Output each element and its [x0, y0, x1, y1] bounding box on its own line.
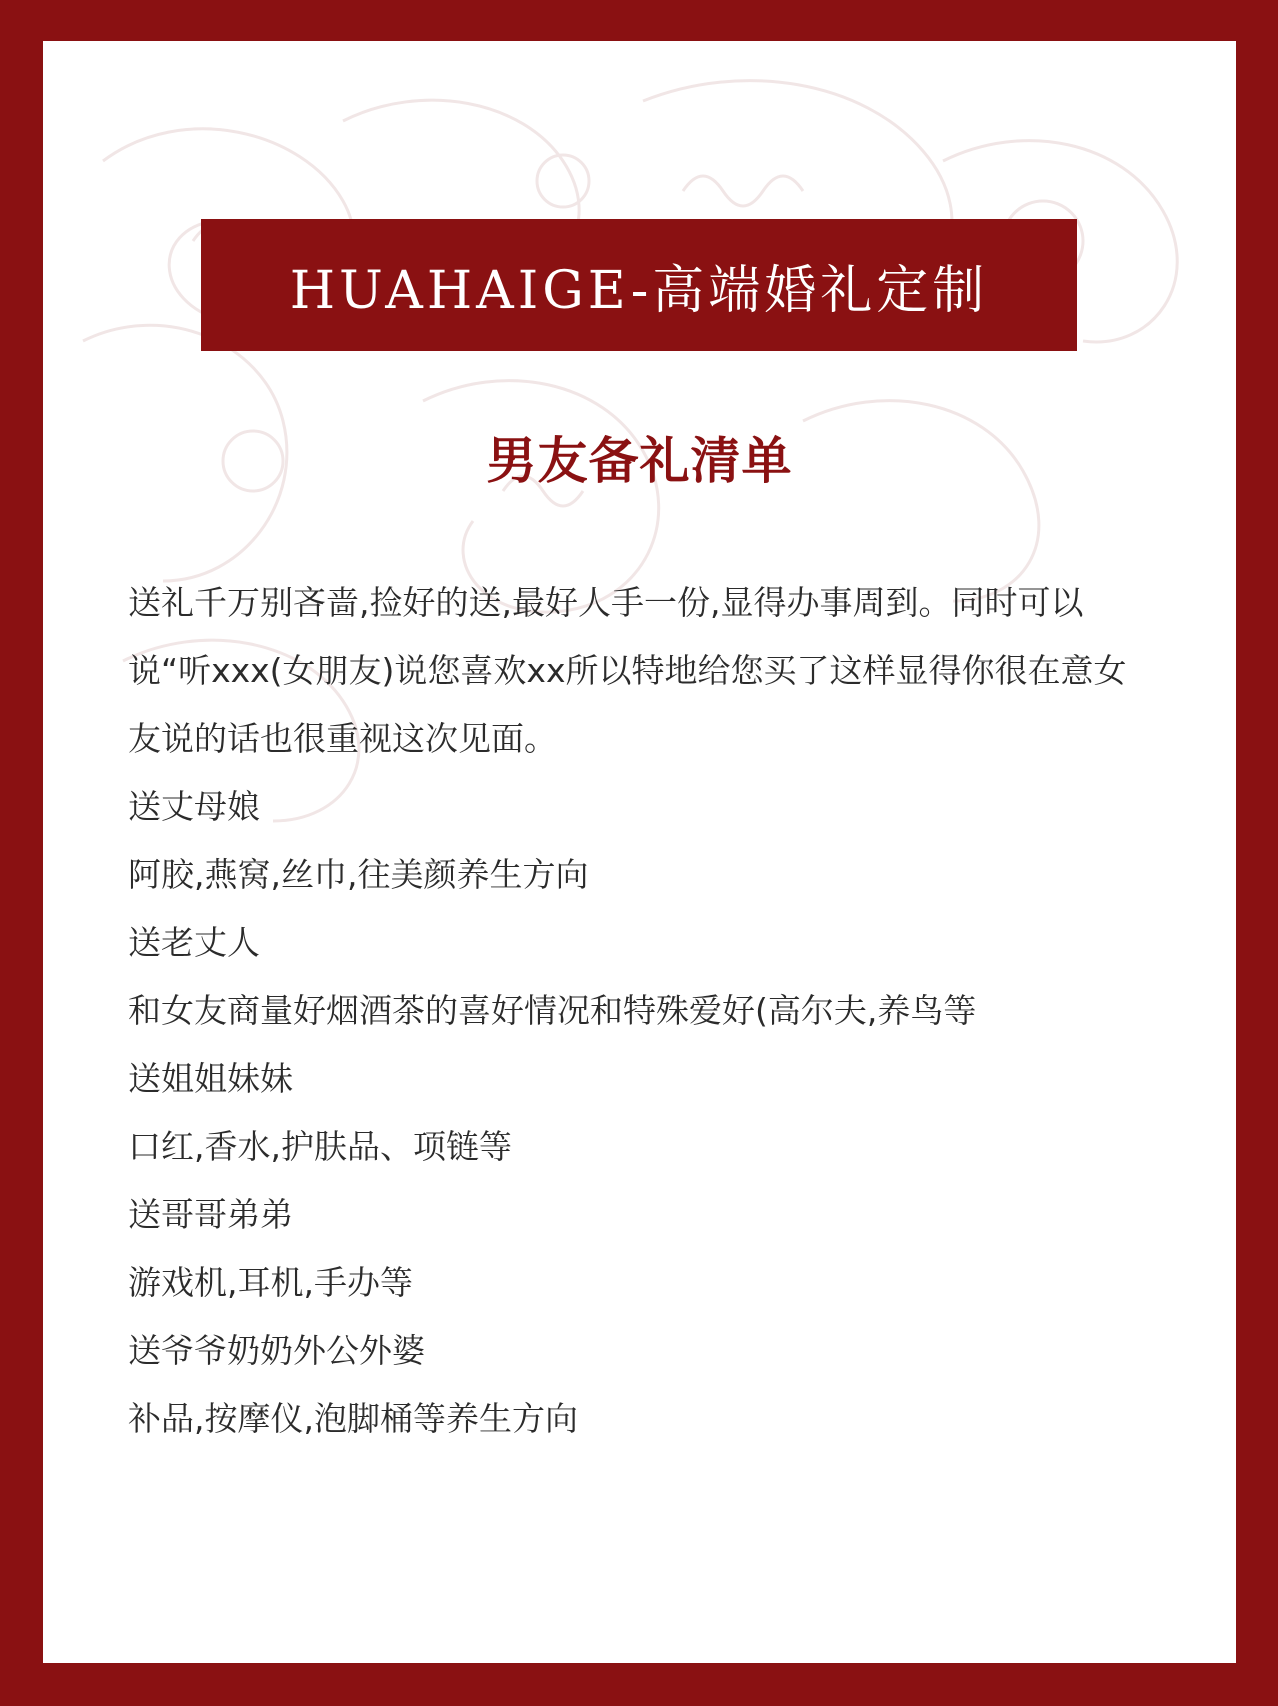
section-heading: 送老丈人 — [128, 923, 260, 962]
title-banner — [201, 219, 1077, 351]
gift-section — [128, 1045, 1158, 1181]
gift-section — [128, 1317, 1158, 1453]
section-heading: 送爷爷奶奶外公外婆 — [128, 1331, 425, 1370]
section-heading: 送丈母娘 — [128, 787, 260, 826]
banner-title: HUAHAIGE-高端婚礼定制 — [289, 260, 989, 321]
page-title: 男友备礼清单 — [486, 432, 793, 490]
gift-section — [128, 909, 1158, 1045]
section-body: 阿胶,燕窝,丝巾,往美颜养生方向 — [128, 855, 589, 894]
gift-section — [128, 773, 1158, 909]
section-body: 和女友商量好烟酒茶的喜好情况和特殊爱好(高尔夫,养鸟等 — [128, 991, 977, 1030]
section-heading: 送姐姐妹妹 — [128, 1059, 293, 1098]
document-card — [43, 41, 1236, 1663]
section-body: 口红,香水,护肤品、项链等 — [128, 1127, 512, 1166]
intro-paragraph: 送礼千万别吝啬,捡好的送,最好人手一份,显得办事周到。同时可以说“听xxx(女朋友)说您喜欢xx所以特地给您买了这样显得你很在意女友说的话也很重视这次见面。 — [128, 583, 1127, 758]
section-heading: 送哥哥弟弟 — [128, 1195, 293, 1234]
section-body: 游戏机,耳机,手办等 — [128, 1263, 413, 1302]
gift-section — [128, 1181, 1158, 1317]
document-content — [128, 569, 1158, 1453]
section-body: 补品,按摩仪,泡脚桶等养生方向 — [128, 1399, 578, 1438]
